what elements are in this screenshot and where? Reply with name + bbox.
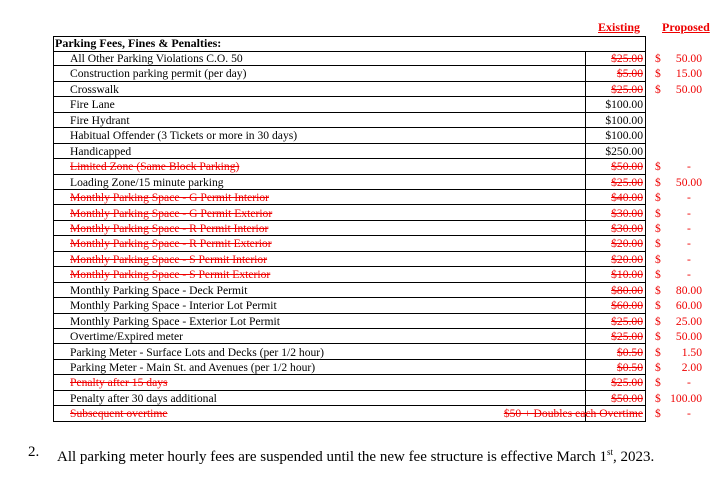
row-label: Penalty after 15 days: [70, 376, 168, 390]
proposed-dollar-sign: $: [655, 175, 661, 189]
proposed-value: -: [687, 252, 691, 266]
existing-value: $50.00: [611, 160, 643, 174]
table-row: [53, 97, 646, 112]
proposed-value: 50.00: [675, 52, 702, 65]
existing-value: $10.00: [611, 268, 643, 282]
table-row: [53, 252, 691, 267]
table-row: [53, 159, 691, 174]
table-row: [53, 206, 691, 221]
existing-value: $0.50: [616, 361, 643, 374]
footnote-number: 2.: [28, 444, 40, 460]
existing-value: $40.00: [611, 191, 643, 205]
row-label: Loading Zone/15 minute parking: [70, 175, 224, 189]
existing-value: $250.00: [605, 144, 643, 158]
proposed-dollar-sign: $: [655, 283, 661, 297]
existing-value: $30.00: [611, 206, 643, 220]
table-row: [53, 329, 702, 344]
proposed-value: -: [687, 237, 691, 251]
proposed-dollar-sign: $: [655, 191, 661, 205]
table-row: [53, 267, 691, 282]
proposed-value: -: [687, 407, 691, 421]
proposed-header: Proposed: [662, 20, 710, 34]
proposed-dollar-sign: $: [655, 67, 661, 81]
proposed-dollar-sign: $: [655, 330, 661, 344]
proposed-value: 50.00: [675, 82, 702, 96]
row-label: Subsequent overtime: [70, 407, 168, 421]
table-row: [53, 175, 702, 190]
existing-value: $30.00: [611, 221, 643, 235]
proposed-dollar-sign: $: [655, 407, 661, 421]
table-row: [53, 345, 702, 360]
table-row: [53, 144, 646, 159]
table-row: [53, 113, 646, 128]
row-label: Construction parking permit (per day): [70, 67, 247, 81]
table-row: [53, 82, 702, 97]
row-label: Monthly Parking Space - S Permit Exterior: [70, 268, 271, 282]
row-label: Habitual Offender (3 Tickets or more in 30 days): [70, 129, 298, 143]
proposed-value: 1.50: [681, 345, 702, 359]
row-label: Parking Meter - Surface Lots and Decks (per 1/2 hour): [70, 345, 325, 359]
row-label: Limited Zone (Same Block Parking): [70, 160, 240, 174]
proposed-dollar-sign: $: [655, 345, 661, 359]
proposed-value: 100.00: [670, 391, 702, 405]
table-row: [53, 391, 702, 406]
existing-value: $50 + Doubles each Overtime: [503, 407, 643, 421]
existing-value: $100.00: [605, 129, 643, 143]
proposed-dollar-sign: $: [655, 252, 661, 266]
table-row: [53, 298, 702, 313]
row-label: Monthly Parking Space - G Permit Interior: [70, 191, 269, 205]
existing-value: $80.00: [611, 283, 643, 297]
existing-value: $20.00: [611, 237, 643, 251]
proposed-dollar-sign: $: [655, 376, 661, 390]
proposed-dollar-sign: $: [655, 268, 661, 282]
table-row: [53, 128, 646, 143]
table-row: [53, 314, 702, 329]
row-label: Monthly Parking Space - R Permit Exterior: [70, 237, 272, 251]
table-row: [53, 66, 702, 81]
existing-value: $25.00: [611, 330, 643, 344]
table-row: [53, 375, 691, 390]
existing-value: $100.00: [605, 113, 643, 127]
row-label: Fire Hydrant: [70, 113, 130, 127]
row-label: Handicapped: [70, 144, 132, 158]
row-label: Monthly Parking Space - R Permit Interior: [70, 221, 269, 235]
proposed-dollar-sign: $: [655, 314, 661, 328]
existing-value: $25.00: [611, 82, 643, 96]
existing-value: $60.00: [611, 299, 643, 313]
row-label: Parking Meter - Main St. and Avenues (per 1/2 hour): [70, 361, 316, 374]
table-row: [53, 221, 691, 236]
proposed-dollar-sign: $: [655, 237, 661, 251]
existing-value: $50.00: [611, 391, 643, 405]
proposed-value: -: [687, 376, 691, 390]
row-label: Monthly Parking Space - S Permit Interior: [70, 252, 268, 266]
existing-header: Existing: [598, 20, 641, 34]
proposed-value: 80.00: [675, 283, 702, 297]
proposed-value: 50.00: [675, 330, 702, 344]
row-label: Fire Lane: [70, 98, 115, 112]
table-row: [53, 360, 702, 375]
proposed-value: -: [687, 221, 691, 235]
proposed-value: 60.00: [675, 299, 702, 313]
proposed-dollar-sign: $: [655, 299, 661, 313]
existing-value: $5.00: [616, 67, 643, 81]
row-label: Monthly Parking Space - Exterior Lot Permit: [70, 314, 280, 328]
proposed-value: -: [687, 268, 691, 282]
row-label: Monthly Parking Space - G Permit Exterior: [70, 206, 273, 220]
existing-value: $0.50: [616, 345, 643, 359]
table-row: [53, 406, 691, 421]
proposed-value: -: [687, 191, 691, 205]
row-label: Monthly Parking Space - Deck Permit: [70, 283, 248, 297]
existing-value: $100.00: [605, 98, 643, 112]
proposed-value: 2.00: [681, 361, 702, 374]
existing-value: $25.00: [611, 376, 643, 390]
section-title: Parking Fees, Fines & Penalties:: [55, 36, 222, 50]
table-row: [53, 236, 691, 251]
existing-value: $20.00: [611, 252, 643, 266]
existing-value: $25.00: [611, 314, 643, 328]
proposed-dollar-sign: $: [655, 52, 661, 65]
proposed-value: -: [687, 206, 691, 220]
table-row: [53, 283, 702, 298]
row-label: All Other Parking Violations C.O. 50: [70, 52, 243, 65]
proposed-value: 25.00: [675, 314, 702, 328]
existing-value: $25.00: [611, 175, 643, 189]
proposed-dollar-sign: $: [655, 391, 661, 405]
existing-value: $25.00: [611, 52, 643, 65]
table-row: [53, 190, 691, 205]
row-label: Crosswalk: [70, 82, 119, 96]
row-label: Penalty after 30 days additional: [70, 391, 217, 405]
proposed-value: 15.00: [675, 67, 702, 81]
proposed-dollar-sign: $: [655, 206, 661, 220]
proposed-value: -: [687, 160, 691, 174]
proposed-dollar-sign: $: [655, 361, 661, 374]
proposed-value: 50.00: [675, 175, 702, 189]
proposed-dollar-sign: $: [655, 82, 661, 96]
proposed-dollar-sign: $: [655, 221, 661, 235]
row-label: Overtime/Expired meter: [70, 330, 183, 344]
proposed-dollar-sign: $: [655, 160, 661, 174]
row-label: Monthly Parking Space - Interior Lot Permit: [70, 299, 277, 313]
table-row: [53, 51, 702, 66]
footnote-text: All parking meter hourly fees are suspended until the new fee structure is effective March 1st, 2023.: [57, 447, 655, 465]
